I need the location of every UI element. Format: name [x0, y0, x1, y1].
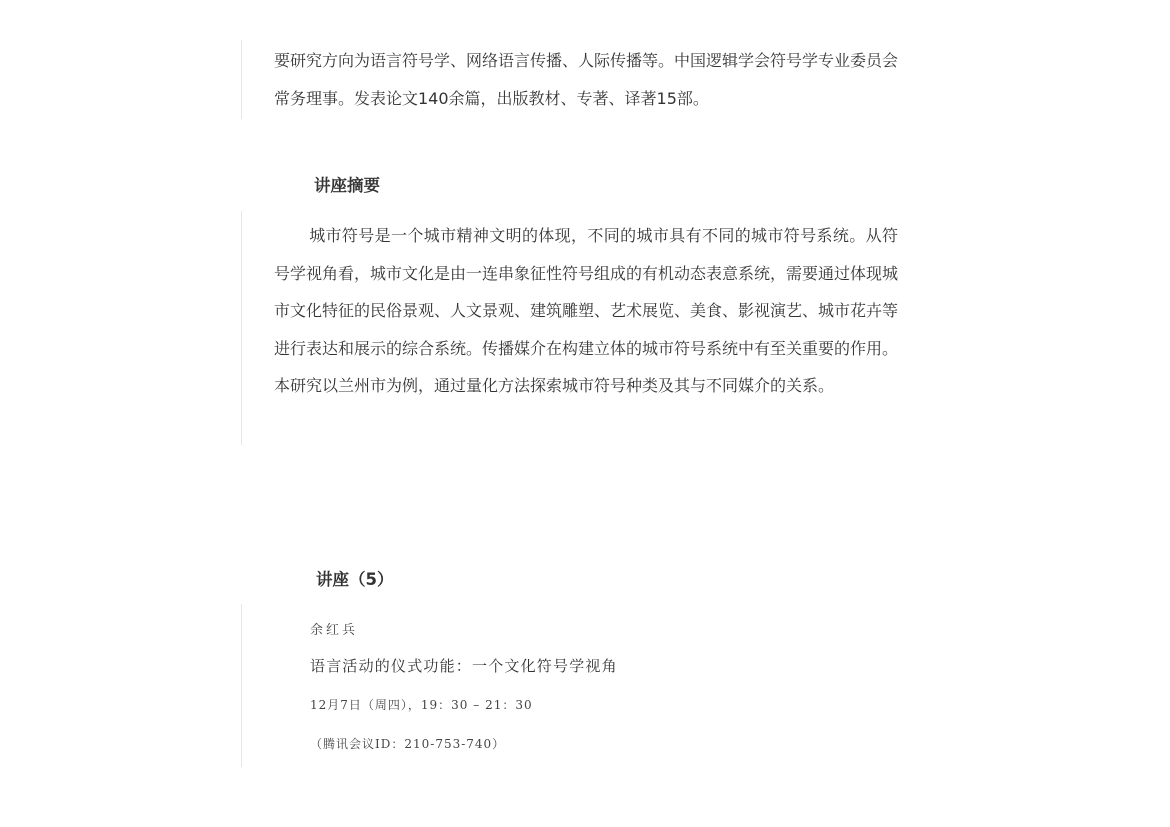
abstract-heading: 讲座摘要 [314, 176, 380, 195]
lecture-time: 12月7日（周四），19：30 – 21：30 [310, 698, 533, 712]
lecture-heading: 讲座（5） [316, 570, 394, 589]
abstract-block [241, 211, 902, 445]
abstract-paragraph: 城市符号是一个城市精神文明的体现，不同的城市具有不同的城市符号系统。从符号学视角看，城市文化是由一连串象征性符号组成的有机动态表意系统，需要通过体现城市文化特征的民俗景观、人文景观、建筑雕塑、艺术展览、美食、影视演艺、城市花卉等进行表达和展示的综合系统。传播媒介在构建立体的城市符号系统中有至关重要的作用。本研究以兰州市为例，通过量化方法探索城市符号种类及其与不同媒介的关系。 [274, 226, 899, 395]
bio-block [241, 40, 902, 119]
lecture-speaker: 余红兵 [310, 623, 359, 638]
lecture-info-block [241, 604, 902, 767]
lecture-meeting-id: （腾讯会议ID：210-753-740） [310, 737, 506, 751]
bio-paragraph: 要研究方向为语言符号学、网络语言传播、人际传播等。中国逻辑学会符号学专业委员会常务理事。发表论文140余篇，出版教材、专著、译著15部。 [274, 51, 899, 108]
lecture-title: 语言活动的仪式功能：一个文化符号学视角 [310, 657, 618, 675]
